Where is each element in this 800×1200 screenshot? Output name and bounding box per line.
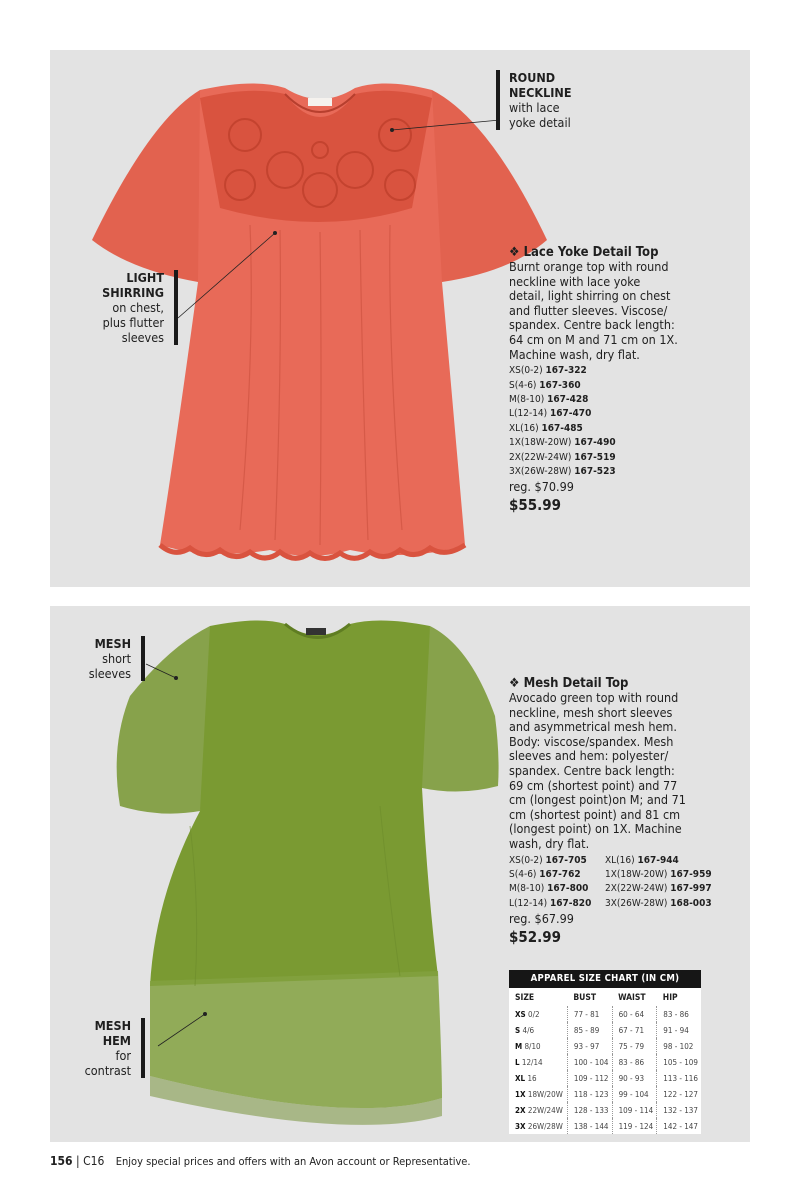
hip-cell: 122 - 127 [657,1086,701,1102]
waist-cell: 75 - 79 [612,1038,657,1054]
column-header: SIZE [515,993,535,1003]
description-line: Machine wash, dry flat. [509,346,640,362]
waist-cell: 67 - 71 [612,1022,657,1038]
page-number: 156 [50,1154,73,1168]
size-code-row [605,882,712,896]
item-code: 167-523 [574,466,616,477]
size-cell [509,1022,567,1038]
callout-light-shirring [102,270,178,345]
description-line: neckline, mesh short sleeves [509,704,673,720]
size-code-row [509,868,605,882]
size-number: 4/6 [522,1025,535,1035]
callout-text-line: sleeves [121,330,164,345]
callout-text-line: with lace [509,100,560,115]
size-chart-title: APPAREL SIZE CHART (IN CM) [509,970,701,988]
footer-note: Enjoy special prices and offers with an Avon account or Representative. [115,1155,471,1168]
waist-cell: 119 - 124 [612,1118,657,1134]
item-code: 167-705 [545,854,587,866]
size-code-row [509,407,739,421]
callout-bold-line: ROUND [509,70,556,85]
size-code-row [509,897,605,911]
table-row [509,1118,701,1134]
hip-cell: 142 - 147 [657,1118,701,1134]
size-code-row [509,393,739,407]
callout-text-line: sleeves [88,666,131,681]
size-cell [509,1086,567,1102]
product-title [509,676,744,691]
item-code: 167-485 [541,422,583,434]
table-row [509,1054,701,1070]
size-code-row [509,854,605,868]
callout-mesh-sleeves [89,636,145,681]
table-row [509,1022,701,1038]
hip-cell: 132 - 137 [657,1102,701,1118]
waist-cell: 83 - 86 [612,1054,657,1070]
size-code-row [509,364,739,378]
callout-bold-line: MESH [94,1018,131,1033]
size-number: 12/14 [521,1057,543,1067]
callout-text-line: short [102,651,131,666]
column-header: WAIST [618,993,646,1003]
size-label: M(8-10) [509,883,545,895]
size-code-row [509,451,739,465]
size-number: 16 [527,1073,537,1083]
table-row [509,1102,701,1118]
product-title [509,245,739,260]
description-line: and flutter sleeves. Viscose/ [509,302,668,318]
bust-cell: 85 - 89 [567,1022,612,1038]
table-row [509,1038,701,1054]
product-info-lace-top [509,245,739,513]
description-line: cm (longest point)on M; and 71 [509,792,686,808]
size-cell [509,1102,567,1118]
item-code: 167-762 [539,868,581,880]
size-cell [509,1070,567,1086]
size-code-row [605,897,712,911]
size-letter: 3X [515,1121,526,1131]
description-line: and asymmetrical mesh hem. [509,719,677,735]
size-label: S(4-6) [509,379,537,391]
item-code: 167-800 [547,883,589,895]
item-code: 167-490 [574,437,616,449]
hip-cell: 113 - 116 [657,1070,701,1086]
description-line: cm (shortest point) and 81 cm [509,806,681,822]
description-line: detail, light shirring on chest [509,288,671,304]
size-code-row [509,379,739,393]
bust-cell: 109 - 112 [567,1070,612,1086]
bullet-icon: ❖ [509,245,520,260]
size-code-row [509,436,739,450]
size-letter: S [515,1025,521,1035]
description-line: spandex. Centre back length: [509,317,675,333]
bullet-icon: ❖ [509,676,520,691]
size-label: XL(16) [509,422,539,434]
page-footer [50,1154,471,1168]
size-letter: XL [515,1073,526,1083]
bust-cell: 118 - 123 [567,1086,612,1102]
product-title-text: Mesh Detail Top [523,676,629,691]
waist-cell: 60 - 64 [612,1006,657,1022]
size-letter: XS [515,1009,526,1019]
callout-mesh-hem [85,1018,145,1078]
item-code: 167-959 [670,868,712,880]
size-chart-table [509,988,701,1134]
bust-cell: 128 - 133 [567,1102,612,1118]
column-header: HIP [662,993,678,1003]
size-code-row [605,868,712,882]
size-label: S(4-6) [509,868,537,880]
size-label: 2X(22W-24W) [605,883,668,895]
sale-price: $55.99 [509,496,562,515]
size-number: 26W/28W [527,1121,563,1131]
size-cell [509,1118,567,1134]
size-label: L(12-14) [509,408,548,420]
column-header: BUST [573,993,597,1003]
size-cell [509,1006,567,1022]
size-label: M(8-10) [509,393,545,405]
callout-text-line: yoke detail [509,115,571,130]
size-cell [509,1038,567,1054]
size-code-row [509,882,605,896]
description-line: sleeves and hem: polyester/ [509,748,669,764]
size-label: XS(0-2) [509,854,543,866]
item-code: 167-519 [574,451,616,463]
size-code-column-left [509,854,605,912]
product-title-text: Lace Yoke Detail Top [523,245,659,260]
regular-price: reg. $67.99 [509,911,574,927]
callout-bold-line: MESH [94,636,131,651]
hip-cell: 83 - 86 [657,1006,701,1022]
callout-bold-line: HEM [102,1033,131,1048]
table-row [509,1006,701,1022]
bust-cell: 138 - 144 [567,1118,612,1134]
hip-cell: 91 - 94 [657,1022,701,1038]
size-number: 0/2 [528,1009,540,1019]
sale-price: $52.99 [509,928,562,947]
description-line: wash, dry flat. [509,835,590,851]
size-code-row [605,854,701,868]
size-cell [509,1054,567,1070]
size-label: 3X(26W-28W) [605,897,668,909]
callout-text-line: plus flutter [102,315,164,330]
size-number: 8/10 [524,1041,541,1051]
callout-bold-line: LIGHT [126,270,164,285]
item-code: 167-944 [637,854,679,866]
size-label: XL(16) [605,854,635,866]
product-description [509,691,744,852]
size-code-row [509,465,739,479]
size-number: 22W/24W [527,1105,563,1115]
regular-price: reg. $70.99 [509,479,574,495]
size-chart-header-row [509,988,701,1006]
item-code: 167-428 [547,393,589,405]
callout-text-line: contrast [84,1063,131,1078]
table-row [509,1070,701,1086]
size-code-row [509,422,739,436]
size-code-list [509,854,744,912]
product-description [509,260,739,362]
item-code: 167-360 [539,379,581,391]
size-letter: L [515,1057,520,1067]
item-code: 167-322 [545,365,587,377]
catalog-code: C16 [83,1154,105,1168]
size-label: L(12-14) [509,897,548,909]
description-line: Avocado green top with round [509,690,679,705]
size-number: 18W/20W [527,1089,563,1099]
size-label: 1X(18W-20W) [509,437,572,449]
waist-cell: 90 - 93 [612,1070,657,1086]
hip-cell: 98 - 102 [657,1038,701,1054]
item-code: 167-470 [550,408,592,420]
size-label: 1X(18W-20W) [605,868,668,880]
size-letter: 1X [515,1089,526,1099]
footer-separator: | [75,1154,80,1168]
size-label: 2X(22W-24W) [509,451,572,463]
description-line: (longest point) on 1X. Machine [509,821,682,837]
waist-cell: 99 - 104 [612,1086,657,1102]
bust-cell: 77 - 81 [567,1006,612,1022]
item-code: 168-003 [670,897,712,909]
size-label: XS(0-2) [509,365,543,377]
size-code-list [509,364,739,479]
bust-cell: 93 - 97 [567,1038,612,1054]
waist-cell: 109 - 114 [612,1102,657,1118]
description-line: neckline with lace yoke [509,273,641,289]
callout-bold-line: NECKLINE [509,85,572,100]
size-label: 3X(26W-28W) [509,466,572,477]
hip-cell: 105 - 109 [657,1054,701,1070]
description-line: Burnt orange top with round [509,259,669,274]
description-line: 69 cm (shortest point) and 77 [509,777,678,793]
bust-cell: 100 - 104 [567,1054,612,1070]
callout-round-neckline [496,70,572,130]
description-line: spandex. Centre back length: [509,762,675,778]
size-code-column-right [605,854,712,912]
callout-text-line: on chest, [112,300,164,315]
callout-bold-line: SHIRRING [102,285,164,300]
apparel-size-chart [509,970,701,1134]
table-row [509,1086,701,1102]
size-letter: M [515,1041,523,1051]
item-code: 167-820 [550,897,592,909]
description-line: Body: viscose/spandex. Mesh [509,733,674,749]
item-code: 167-997 [670,883,712,895]
size-letter: 2X [515,1105,526,1115]
product-info-mesh-top [509,676,744,945]
callout-text-line: for [115,1048,131,1063]
description-line: 64 cm on M and 71 cm on 1X. [509,331,678,347]
